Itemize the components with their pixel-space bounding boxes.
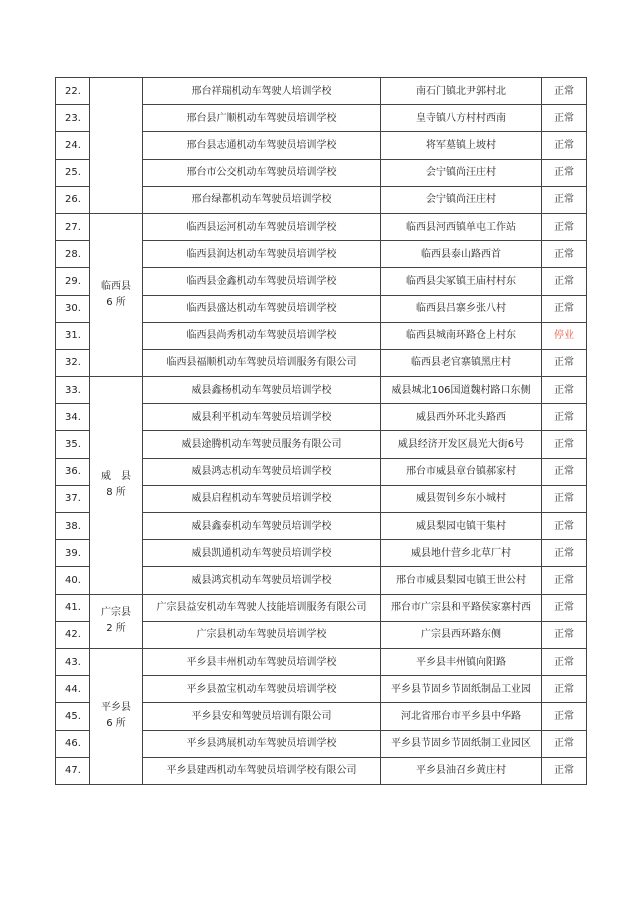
school-address: 平乡县油召乡黄庄村 [381, 757, 542, 784]
school-address: 皇寺镇八方村村西南 [381, 105, 542, 132]
school-name: 邢台市公交机动车驾驶员培训学校 [143, 159, 381, 186]
status-cell: 正常 [542, 241, 587, 268]
school-address: 邢台市威县梨园屯镇王世公村 [381, 567, 542, 594]
row-number: 23. [56, 105, 90, 132]
school-name: 临西县润达机动车驾驶员培训学校 [143, 241, 381, 268]
row-number: 41. [56, 594, 90, 621]
school-name: 邢台县志通机动车驾驶员培训学校 [143, 132, 381, 159]
school-name: 威县鸿志机动车驾驶员培训学校 [143, 458, 381, 485]
row-number: 30. [56, 295, 90, 322]
status-cell: 正常 [542, 78, 587, 105]
school-name: 威县凯通机动车驾驶员培训学校 [143, 540, 381, 567]
school-name: 邢台祥瑞机动车驾驶人培训学校 [143, 78, 381, 105]
school-name: 临西县尚秀机动车驾驶员培训学校 [143, 322, 381, 349]
table-row [56, 377, 587, 404]
county-count: 2 所 [106, 623, 126, 635]
school-address: 临西县泰山路西首 [381, 241, 542, 268]
school-address: 将军墓镇上坡村 [381, 132, 542, 159]
school-name: 邢台县广顺机动车驾驶员培训学校 [143, 105, 381, 132]
school-address: 平乡县丰州镇向阳路 [381, 648, 542, 675]
status-cell: 正常 [542, 703, 587, 730]
row-number: 27. [56, 213, 90, 240]
school-address: 临西县城南环路仓上村东 [381, 322, 542, 349]
row-number: 22. [56, 78, 90, 105]
status-cell: 正常 [542, 295, 587, 322]
school-table [55, 77, 587, 785]
county-name: 临西县 [101, 281, 131, 292]
status-cell: 正常 [542, 676, 587, 703]
status-cell: 正常 [542, 594, 587, 621]
row-number: 47. [56, 757, 90, 784]
county-cell-pingxiang [90, 648, 143, 784]
county-count: 8 所 [106, 487, 126, 499]
row-number: 37. [56, 485, 90, 512]
school-address: 威县经济开发区晨光大街6号 [381, 431, 542, 458]
school-address: 会宁镇尚汪庄村 [381, 186, 542, 213]
school-address: 平乡县节固乡节固纸制工业园区 [381, 730, 542, 757]
school-name: 威县利平机动车驾驶员培训学校 [143, 404, 381, 431]
status-cell: 正常 [542, 540, 587, 567]
county-name: 广宗县 [101, 607, 131, 619]
row-number: 25. [56, 159, 90, 186]
school-address: 临西县吕寨乡张八村 [381, 295, 542, 322]
school-address: 威县地什营乡北草厂村 [381, 540, 542, 567]
county-name: 威 县 [101, 471, 131, 483]
school-address: 会宁镇尚汪庄村 [381, 159, 542, 186]
school-name: 临西县运河机动车驾驶员培训学校 [143, 213, 381, 240]
county-cell-linxi [90, 213, 143, 376]
school-name: 平乡县安和驾驶员培训有限公司 [143, 703, 381, 730]
school-address: 威县贺钊乡东小城村 [381, 485, 542, 512]
school-name: 平乡县建西机动车驾驶员培训学校有限公司 [143, 757, 381, 784]
row-number: 26. [56, 186, 90, 213]
row-number: 38. [56, 513, 90, 540]
status-cell: 正常 [542, 186, 587, 213]
status-cell-suspended: 停业 [542, 322, 587, 349]
school-address: 临西县老官寨镇黑庄村 [381, 349, 542, 376]
county-count: 6 所 [106, 297, 126, 308]
row-number: 46. [56, 730, 90, 757]
row-number: 33. [56, 377, 90, 404]
school-name: 威县途腾机动车驾驶员服务有限公司 [143, 431, 381, 458]
school-address: 临西县河西镇单屯工作站 [381, 213, 542, 240]
status-cell: 正常 [542, 159, 587, 186]
row-number: 44. [56, 676, 90, 703]
row-number: 36. [56, 458, 90, 485]
school-address: 威县西外环北头路西 [381, 404, 542, 431]
status-cell: 正常 [542, 458, 587, 485]
school-name: 威县鑫杨机动车驾驶员培训学校 [143, 377, 381, 404]
school-name: 平乡县丰州机动车驾驶员培训学校 [143, 648, 381, 675]
school-name: 广宗县机动车驾驶员培训学校 [143, 621, 381, 648]
status-cell: 正常 [542, 730, 587, 757]
row-number: 40. [56, 567, 90, 594]
school-address: 威县城北106国道魏村路口东侧 [381, 377, 542, 404]
status-cell: 正常 [542, 377, 587, 404]
row-number: 29. [56, 268, 90, 295]
table-row [56, 78, 587, 105]
county-cell-empty [90, 78, 143, 214]
county-cell-guangzong [90, 594, 143, 648]
school-name: 威县启程机动车驾驶员培训学校 [143, 485, 381, 512]
school-name: 临西县盛达机动车驾驶员培训学校 [143, 295, 381, 322]
row-number: 32. [56, 349, 90, 376]
row-number: 34. [56, 404, 90, 431]
status-cell: 正常 [542, 567, 587, 594]
row-number: 24. [56, 132, 90, 159]
school-address: 河北省邢台市平乡县中华路 [381, 703, 542, 730]
school-address: 邢台市威县章台镇郝家村 [381, 458, 542, 485]
row-number: 31. [56, 322, 90, 349]
school-name: 威县鸿宾机动车驾驶员培训学校 [143, 567, 381, 594]
row-number: 39. [56, 540, 90, 567]
status-cell: 正常 [542, 757, 587, 784]
row-number: 35. [56, 431, 90, 458]
status-cell: 正常 [542, 513, 587, 540]
table-row [56, 213, 587, 240]
school-name: 平乡县盈宝机动车驾驶员培训学校 [143, 676, 381, 703]
status-cell: 正常 [542, 648, 587, 675]
school-name: 临西县金鑫机动车驾驶员培训学校 [143, 268, 381, 295]
county-cell-weixian [90, 377, 143, 595]
county-count: 6 所 [106, 718, 126, 730]
school-name: 广宗县益安机动车驾驶人技能培训服务有限公司 [143, 594, 381, 621]
school-address: 平乡县节固乡节固纸制品工业园 [381, 676, 542, 703]
status-cell: 正常 [542, 621, 587, 648]
status-cell: 正常 [542, 268, 587, 295]
row-number: 45. [56, 703, 90, 730]
school-address: 广宗县西环路东侧 [381, 621, 542, 648]
school-address: 邢台市广宗县和平路侯家寨村西 [381, 594, 542, 621]
table-row [56, 594, 587, 621]
county-name: 平乡县 [101, 702, 131, 714]
school-address: 临西县尖冢镇王庙村村东 [381, 268, 542, 295]
status-cell: 正常 [542, 485, 587, 512]
row-number: 28. [56, 241, 90, 268]
school-address: 威县梨园屯镇干集村 [381, 513, 542, 540]
status-cell: 正常 [542, 431, 587, 458]
status-cell: 正常 [542, 213, 587, 240]
row-number: 43. [56, 648, 90, 675]
school-name: 邢台绿都机动车驾驶员培训学校 [143, 186, 381, 213]
school-address: 南石门镇北尹郭村北 [381, 78, 542, 105]
school-name: 临西县福顺机动车驾驶员培训服务有限公司 [143, 349, 381, 376]
row-number: 42. [56, 621, 90, 648]
status-cell: 正常 [542, 404, 587, 431]
status-cell: 正常 [542, 349, 587, 376]
school-name: 平乡县鸿展机动车驾驶员培训学校 [143, 730, 381, 757]
status-cell: 正常 [542, 132, 587, 159]
school-name: 威县鑫泰机动车驾驶员培训学校 [143, 513, 381, 540]
table-row [56, 648, 587, 675]
status-cell: 正常 [542, 105, 587, 132]
